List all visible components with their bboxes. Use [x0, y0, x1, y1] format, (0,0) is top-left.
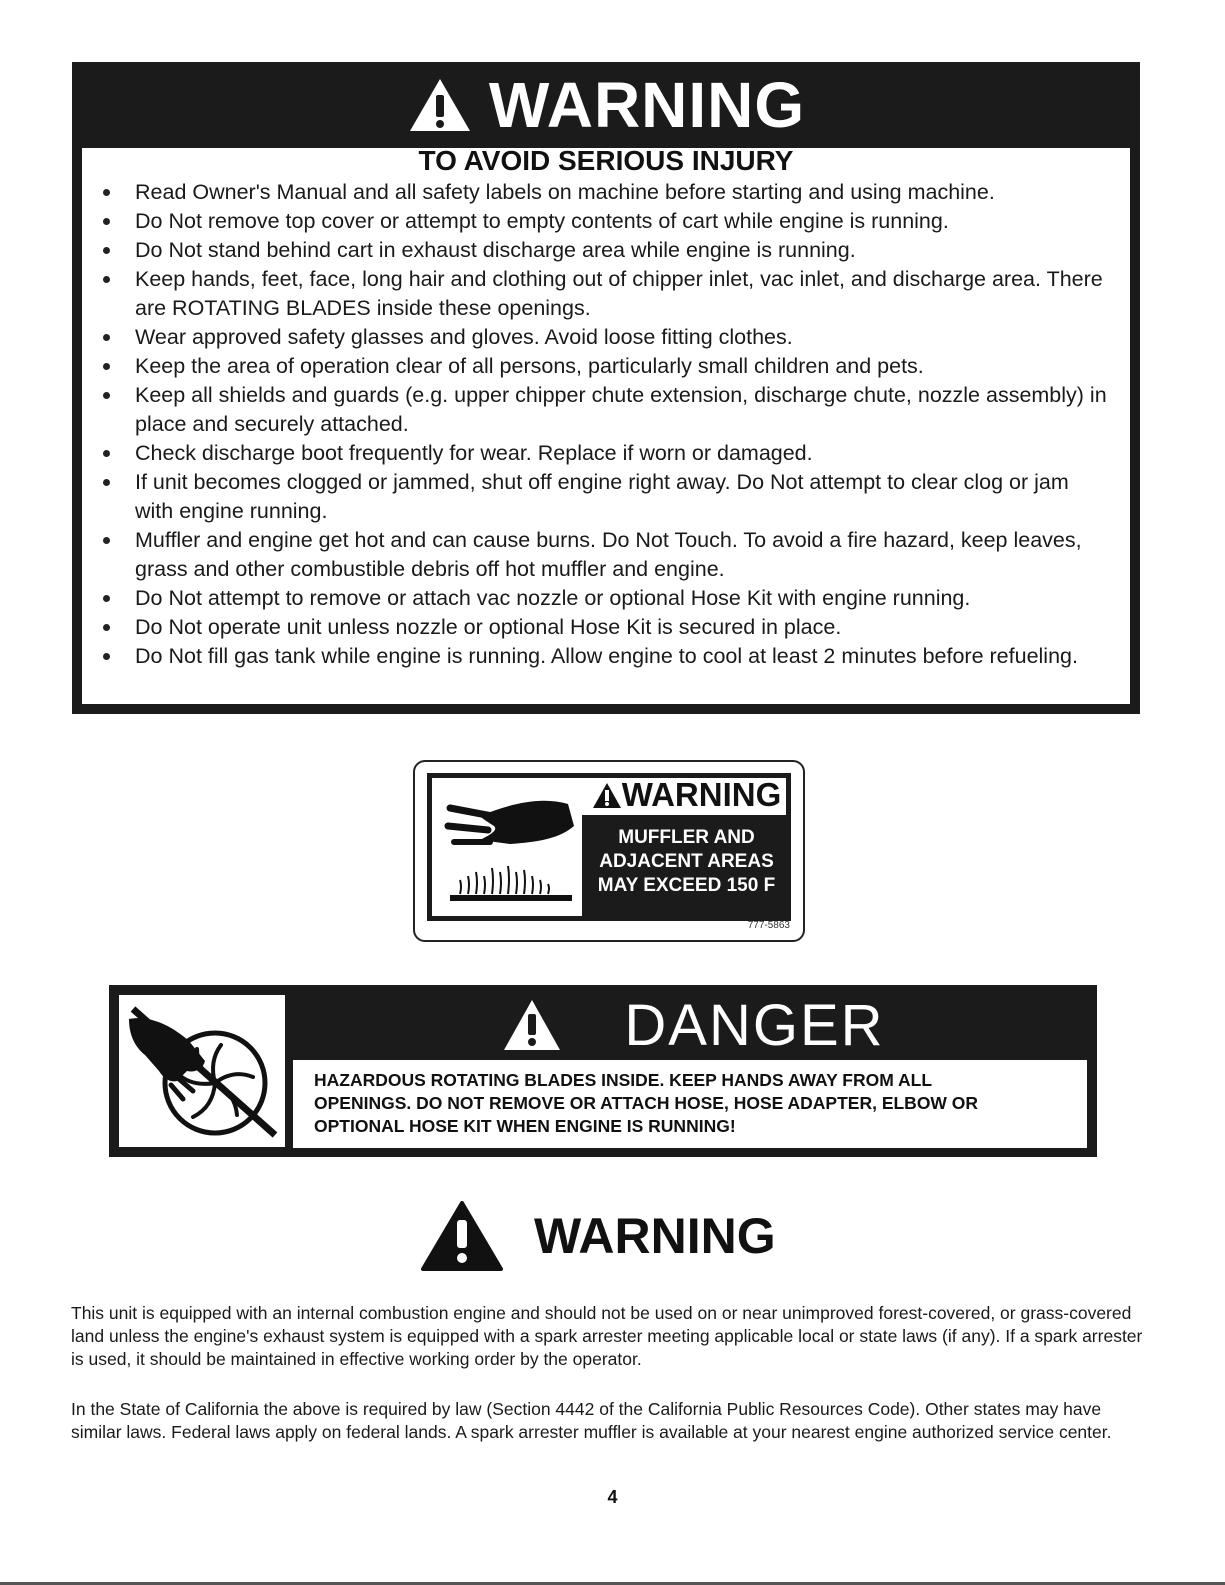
warning-triangle-icon [407, 76, 473, 134]
decal-title [582, 773, 791, 817]
list-item: Wear approved safety glasses and gloves. Avoid loose fitting clothes. [100, 323, 1110, 352]
decal-message-line: ADJACENT AREAS [599, 851, 774, 872]
danger-icon-panel [119, 995, 285, 1147]
list-item: If unit becomes clogged or jammed, shut off engine right away. Do Not attempt to clear clog or jam with engine running. [100, 468, 1110, 526]
list-item: Keep the area of operation clear of all persons, particularly small children and pets. [100, 352, 1110, 381]
list-item: Check discharge boot frequently for wear. Replace if worn or damaged. [100, 439, 1110, 468]
danger-message-line: OPTIONAL HOSE KIT WHEN ENGINE IS RUNNING! [314, 1116, 736, 1136]
spark-warning-header [420, 1200, 776, 1272]
list-item: Do Not fill gas tank while engine is running. Allow engine to cool at least 2 minutes before refueling. [100, 642, 1110, 671]
page-number: 4 [607, 1487, 618, 1507]
list-item: Do Not remove top cover or attempt to empty contents of cart while engine is running. [100, 207, 1110, 236]
danger-title: DANGER [624, 992, 885, 1058]
danger-message-line: HAZARDOUS ROTATING BLADES INSIDE. KEEP HANDS AWAY FROM ALL [314, 1070, 933, 1090]
warning-triangle-icon [502, 998, 562, 1052]
list-item: Do Not attempt to remove or attach vac nozzle or optional Hose Kit with engine running. [100, 584, 1110, 613]
warning-subtitle: TO AVOID SERIOUS INJURY [418, 145, 794, 176]
spark-warning-title: WARNING [534, 1208, 776, 1264]
list-item: Read Owner's Manual and all safety labels on machine before starting and using machine. [100, 178, 1110, 207]
warning-list [100, 178, 1110, 671]
spark-warning-paragraph: In the State of California the above is required by law (Section 4442 of the California Public Resources Code). Other states may have similar laws. Federal laws apply on federal lands. A spark arrester muffler is available at your nearest engine authorized service center. [71, 1399, 1112, 1442]
list-item: Do Not operate unit unless nozzle or optional Hose Kit is secured in place. [100, 613, 1110, 642]
decal-message-line: MAY EXCEED 150 F [597, 875, 776, 896]
list-item: Muffler and engine get hot and can cause burns. Do Not Touch. To avoid a fire hazard, keep leaves, grass and other combustible debris off hot muffler and engine. [100, 526, 1110, 584]
decal-part-number: 777-5863 [747, 920, 790, 931]
danger-message-line: OPENINGS. DO NOT REMOVE OR ATTACH HOSE, HOSE ADAPTER, ELBOW OR [314, 1093, 979, 1113]
list-item: Keep all shields and guards (e.g. upper chipper chute extension, discharge chute, nozzle assembly) in place and securely attached. [100, 381, 1110, 439]
decal-message [582, 815, 791, 921]
rotating-blade-hand-icon [119, 995, 285, 1147]
danger-header [290, 985, 1097, 1065]
warning-header [72, 62, 1140, 148]
list-item: Do Not stand behind cart in exhaust discharge area while engine is running. [100, 236, 1110, 265]
warning-triangle-icon [592, 782, 622, 809]
spark-warning-paragraph: This unit is equipped with an internal combustion engine and should not be used on or near unimproved forest-covered, or grass-covered land unless the engine's exhaust system is equipped with a spark arrester meeting applicable local or state laws (if any). If a spark arrester is used, it should be maintained in effective working order by the operator. [71, 1303, 1143, 1369]
list-item: Keep hands, feet, face, long hair and clothing out of chipper inlet, vac inlet, and discharge area. There are ROTATING BLADES inside these openings. [100, 265, 1110, 323]
danger-message [314, 1069, 1074, 1138]
decal-message-line: MUFFLER AND [618, 827, 755, 848]
decal-title-text: WARNING [621, 776, 782, 813]
warning-title: WARNING [488, 69, 806, 141]
warning-triangle-icon [420, 1200, 504, 1272]
hot-surface-hand-icon [440, 786, 580, 910]
